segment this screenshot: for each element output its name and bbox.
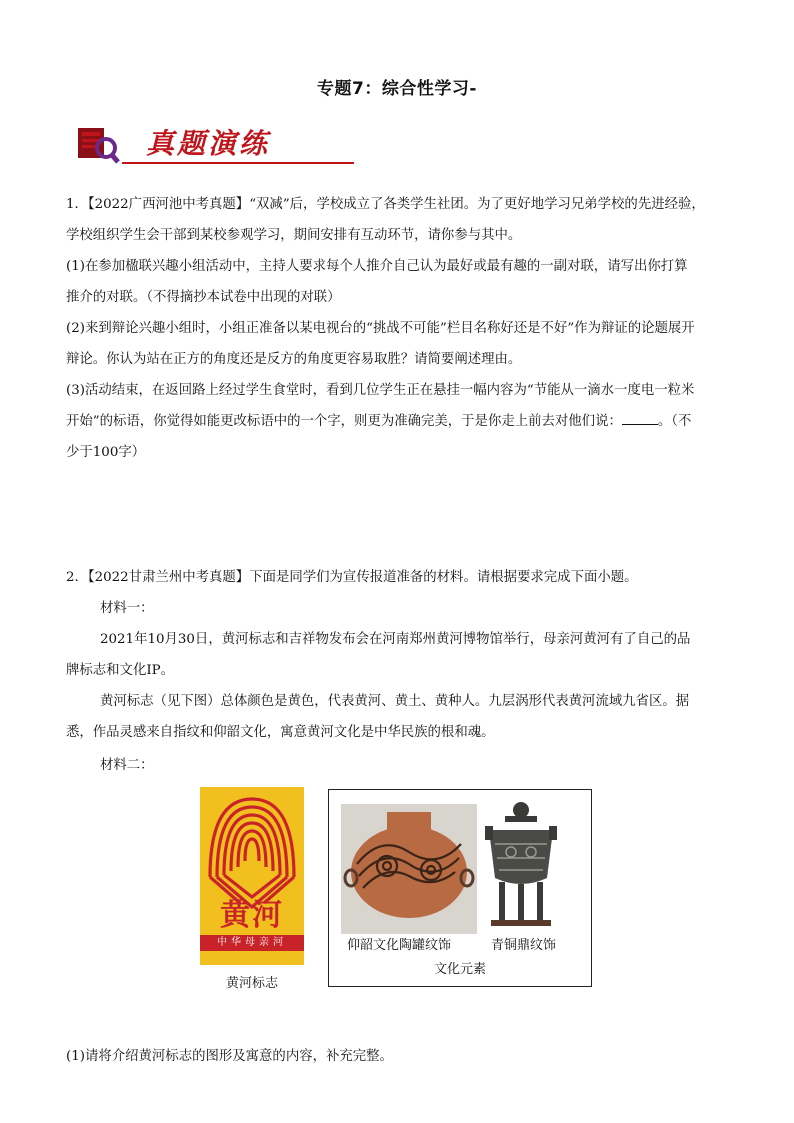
q2-line: 2021年10月30日，黄河标志和吉祥物发布会在河南郑州黄河博物馆举行，母亲河黄河有了自己的品 [100, 632, 691, 647]
yellow-river-logo [200, 787, 304, 965]
bronze-ding-icon [481, 798, 561, 934]
q1-line [66, 406, 730, 437]
logo-caption: 黄河标志 [225, 976, 278, 991]
book-magnifier-icon [76, 124, 120, 164]
culture-elements-panel [328, 789, 592, 987]
q1-line: 学校组织学生会干部到某校参观学习，期间安排有互动环节，请你参与其中。 [66, 228, 522, 243]
material-1-label: 材料一： [100, 601, 154, 616]
q1-line: 1．【2022广西河池中考真题】“双减”后，学校成立了各类学生社团。为了更好地学习兄弟学校的先进经验， [66, 197, 705, 212]
q2-line: 2．【2022甘肃兰州中考真题】下面是同学们为宣传报道准备的材料。请根据要求完成下面小题。 [66, 570, 638, 585]
banner-text: 真题演练 [146, 127, 271, 160]
q2-line: 黄河标志（见下图）总体颜色是黄色，代表黄河、黄土、黄种人。九层涡形代表黄河流域九省区。据 [100, 694, 690, 709]
q1-line: 少于100字） [66, 445, 146, 460]
q1-line: 辩论。你认为站在正方的角度还是反方的角度更容易取胜？请简要阐述理由。 [66, 352, 522, 367]
q2-line: 悉，作品灵感来自指纹和仰韶文化，寓意黄河文化是中华民族的根和魂。 [66, 725, 495, 740]
q1-text: 开始”的标语，你觉得如能更改标语中的一个字，则更为准确完美，于是你走上前去对他们说： [66, 414, 622, 429]
ding-caption: 青铜鼎纹饰 [491, 938, 557, 953]
q1-line: 推介的对联。（不得摘抄本试卷中出现的对联） [66, 290, 341, 305]
q2-subquestion-1: (1)请将介绍黄河标志的图形及寓意的内容，补充完整。 [66, 1049, 393, 1064]
q1-line: (3)活动结束，在返回路上经过学生食堂时，看到几位学生正在悬挂一幅内容为“节能从一滴水一度电一粒米 [66, 383, 695, 398]
page-title: 专题7：综合性学习- [317, 79, 477, 99]
logo-subtitle: 中华母亲河 [217, 937, 287, 948]
pot-caption: 仰韶文化陶罐纹饰 [347, 938, 452, 953]
culture-caption: 文化元素 [433, 962, 486, 977]
banner-underline [122, 162, 354, 164]
logo-chars: 黄河 [220, 898, 284, 933]
q1-line: (2)来到辩论兴趣小组时，小组正准备以某电视台的“挑战不可能”栏目名称好还是不好”作为辩证的论题展开 [66, 321, 695, 336]
q1-text: 。（不 [657, 414, 692, 429]
material-2-label: 材料二： [100, 758, 154, 773]
answer-blank[interactable] [622, 412, 658, 425]
painted-pottery-jar-icon [341, 804, 477, 934]
q1-line: (1)在参加楹联兴趣小组活动中，主持人要求每个人推介自己认为最好或最有趣的一副对联，请写出你打算 [66, 259, 688, 274]
section-banner [70, 118, 286, 168]
q2-line: 牌标志和文化IP。 [66, 663, 175, 678]
